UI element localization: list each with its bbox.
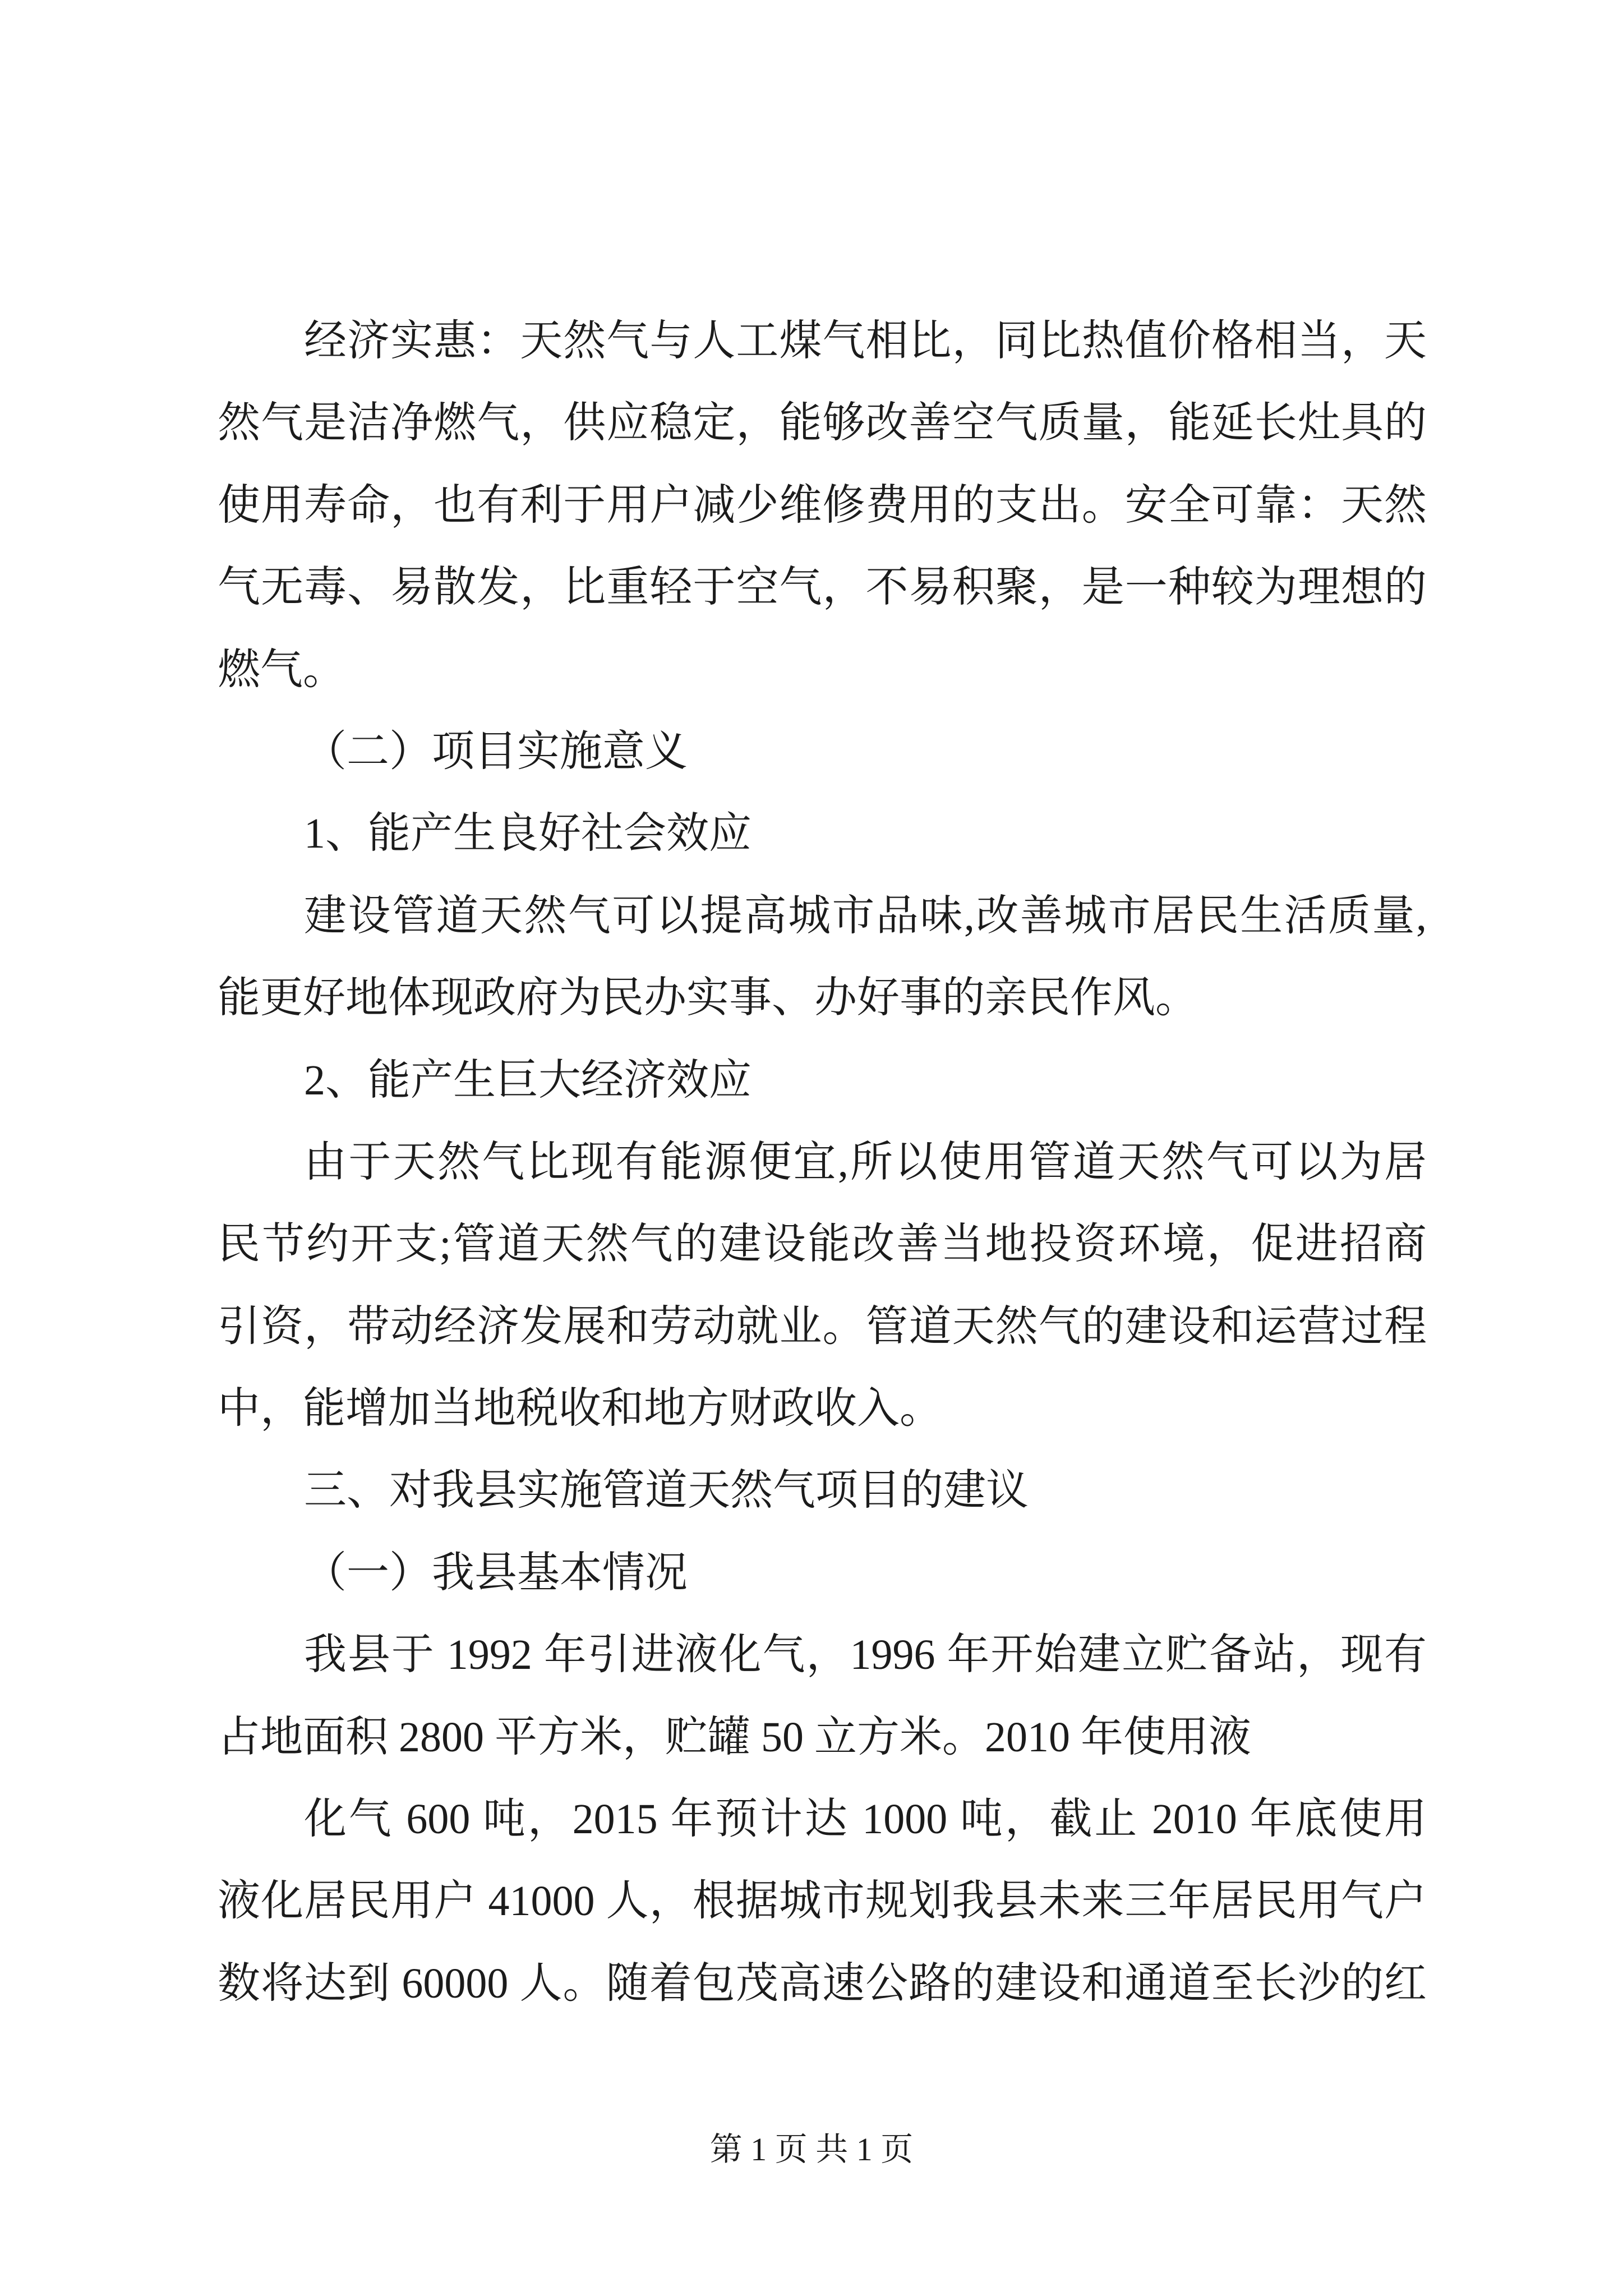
body-text	[218, 300, 1427, 2024]
paragraph	[218, 1614, 1427, 1778]
text-line: 使用寿命，也有利于用户减少维修费用的支出。安全可靠：天然	[218, 481, 1427, 529]
subsection-heading	[218, 1039, 1427, 1121]
text-line: 1、能产生良好社会效应	[304, 810, 751, 858]
text-line: 民节约开支;管道天然气的建设能改善当地投资环境，促进招商	[218, 1221, 1427, 1268]
text-line: 建设管道天然气可以提高城市品味,改善城市居民生活质量,	[304, 892, 1427, 940]
paragraph	[218, 1778, 1427, 2024]
text-line: 液化居民用户 41000 人，根据城市规划我县未来三年居民用气户	[218, 1878, 1427, 1925]
text-line: 占地面积 2800 平方米，贮罐 50 立方米。2010 年使用液	[218, 1713, 1251, 1761]
text-line: 2、能产生巨大经济效应	[304, 1056, 751, 1104]
paragraph	[218, 300, 1427, 711]
text-line: 数将达到 60000 人。随着包茂高速公路的建设和通道至长沙的红	[218, 1959, 1427, 2007]
page-number: 第 1 页 共 1 页	[709, 2131, 914, 2168]
text-line: 气无毒、易散发，比重轻于空气，不易积聚，是一种较为理想的	[218, 564, 1427, 611]
section-heading	[218, 1532, 1427, 1614]
text-line: 能更好地体现政府为民办实事、办好事的亲民作风。	[218, 974, 1198, 1022]
section-heading	[218, 711, 1427, 793]
text-line: 我县于 1992 年引进液化气，1996 年开始建立贮备站，现有	[304, 1631, 1427, 1679]
section-heading	[218, 1450, 1427, 1531]
text-line: （一）我县基本情况	[304, 1549, 688, 1596]
page-footer	[0, 2129, 1623, 2170]
text-line: 三、对我县实施管道天然气项目的建议	[304, 1467, 1029, 1515]
text-line: （二）项目实施意义	[304, 728, 688, 775]
text-line: 化气 600 吨，2015 年预计达 1000 吨，截止 2010 年底使用	[304, 1796, 1427, 1843]
subsection-heading	[218, 793, 1427, 875]
paragraph	[218, 875, 1427, 1039]
paragraph	[218, 1121, 1427, 1450]
text-line: 引资，带动经济发展和劳动就业。管道天然气的建设和运营过程	[218, 1303, 1427, 1350]
text-line: 然气是洁净燃气，供应稳定，能够改善空气质量，能延长灶具的	[218, 399, 1427, 447]
text-line: 中，能增加当地税收和地方财政收入。	[218, 1385, 942, 1433]
text-line: 燃气。	[218, 646, 345, 693]
text-line: 经济实惠：天然气与人工煤气相比，同比热值价格相当，天	[304, 318, 1427, 365]
text-line: 由于天然气比现有能源便宜,所以使用管道天然气可以为居	[304, 1138, 1427, 1186]
